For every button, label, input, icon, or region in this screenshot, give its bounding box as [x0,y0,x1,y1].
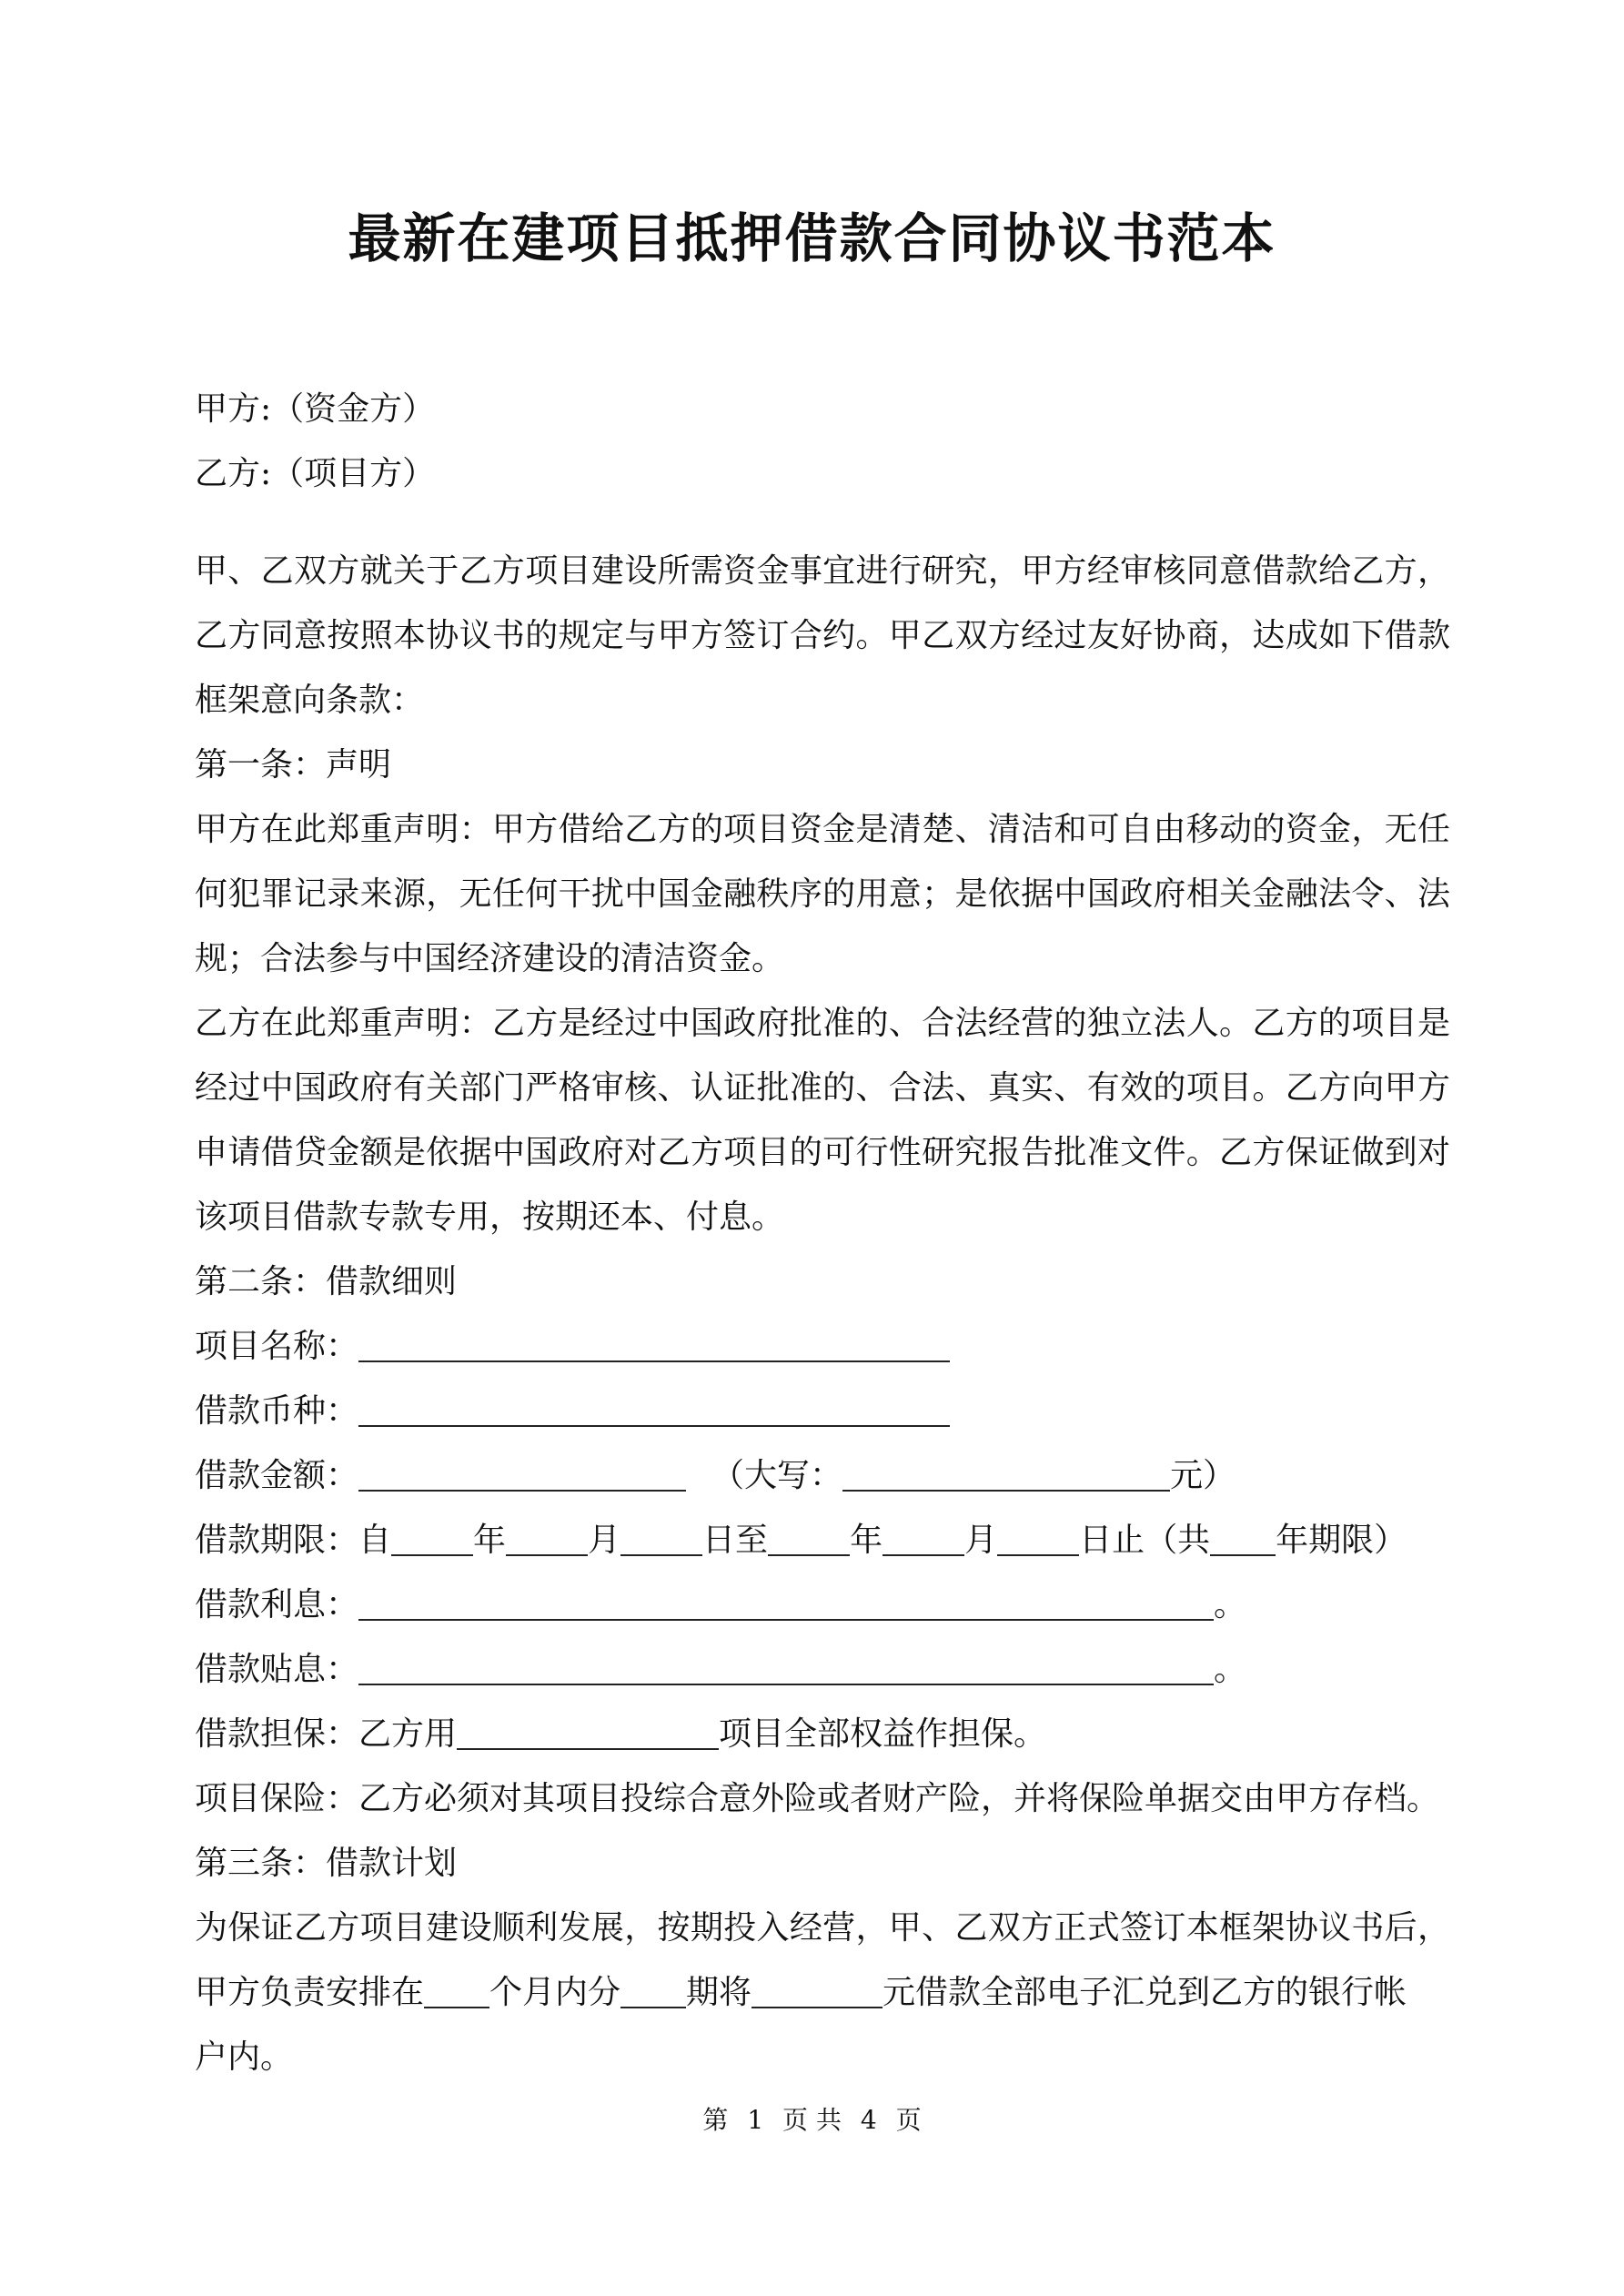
project-name-row [195,1314,1450,1379]
end-month-blank[interactable] [883,1518,964,1556]
amount-caps-blank[interactable] [842,1453,1170,1492]
article1-heading: 第一条：声明 [195,746,392,784]
amount-row [195,1443,1450,1508]
month-text-2: 月 [964,1522,998,1559]
article1-b-line-3: 申请借贷金额是依据中国政府对乙方项目的可行性研究报告批准文件。乙方保证做到对 [195,1134,1450,1171]
interest-row [195,1573,1450,1637]
party-a: 甲方:（资金方） [195,390,436,428]
currency-blank[interactable] [358,1389,950,1427]
plan-text-a: 甲方负责安排在 [195,1974,425,2011]
article2-heading: 第二条：借款细则 [195,1263,458,1300]
subsidy-label: 借款贴息： [195,1651,359,1688]
phases-blank[interactable] [620,1970,686,2008]
guarantee-blank[interactable] [457,1712,719,1750]
start-month-blank[interactable] [506,1518,588,1556]
amount-blank[interactable] [358,1453,686,1492]
year-text: 年 [473,1522,507,1559]
footer-suffix: 页 [895,2105,922,2135]
article1-b-line-2: 经过中国政府有关部门严格审核、认证批准的、合法、真实、有效的项目。乙方向甲方 [195,1069,1450,1107]
plan-text-b: 个月内分 [489,1974,621,2011]
article1-a-line-3: 规；合法参与中国经济建设的清洁资金。 [195,940,785,977]
day-to-text: 日至 [702,1522,769,1559]
project-name-label: 项目名称： [195,1328,359,1365]
end-year-blank[interactable] [768,1518,850,1556]
subsidy-blank[interactable] [358,1647,1214,1685]
interest-blank[interactable] [358,1583,1214,1621]
start-day-blank[interactable] [620,1518,702,1556]
intro-line-3: 框架意向条款： [195,682,425,719]
project-name-blank[interactable] [358,1324,950,1362]
footer-prefix: 第 [702,2105,729,2135]
article1-b-line-1: 乙方在此郑重声明：乙方是经过中国政府批准的、合法经营的独立法人。乙方的项目是 [195,1005,1450,1042]
total-years-blank[interactable] [1210,1518,1276,1556]
article1-a-line-2: 何犯罪记录来源，无任何干扰中国金融秩序的用意；是依据中国政府相关金融法令、法 [195,875,1450,913]
document-title: 最新在建项目抵押借款合同协议书范本 [348,207,1276,269]
end-day-blank[interactable] [997,1518,1079,1556]
subsidy-row [195,1637,1450,1702]
footer-mid: 页 共 [782,2105,842,2135]
currency-label: 借款币种： [195,1392,359,1430]
term-row [195,1508,1450,1573]
page-footer [0,2102,1624,2139]
interest-period: 。 [1214,1586,1247,1623]
interest-label: 借款利息： [195,1586,359,1623]
amount-caps-close: 元） [1170,1457,1236,1494]
footer-current-page: 1 [747,2105,764,2135]
insurance-row: 项目保险：乙方必须对其项目投综合意外险或者财产险，并将保险单据交由甲方存档。 [195,1780,1440,1817]
intro-line-1: 甲、乙双方就关于乙方项目建设所需资金事宜进行研究，甲方经审核同意借款给乙方， [195,552,1450,590]
document-body [195,377,1450,2089]
plan-text-c: 期将 [686,1974,752,2011]
year-text-2: 年 [850,1522,883,1559]
term-label: 借款期限：自 [195,1522,392,1559]
subsidy-period: 。 [1214,1651,1247,1688]
month-text: 月 [588,1522,621,1559]
article3-line-1: 为保证乙方项目建设顺利发展，按期投入经营，甲、乙双方正式签订本框架协议书后， [195,1909,1450,1947]
guarantee-label: 借款担保：乙方用 [195,1715,458,1753]
article3-line-3: 户内。 [195,2038,294,2076]
article1-a-line-1: 甲方在此郑重声明：甲方借给乙方的项目资金是清楚、清洁和可自由移动的资金，无任 [195,811,1450,848]
amount-label: 借款金额： [195,1457,359,1494]
currency-row [195,1379,1450,1443]
day-end-text: 日止（共 [1079,1522,1211,1559]
plan-text-d: 元借款全部电子汇兑到乙方的银行帐 [883,1974,1407,2011]
party-b: 乙方:（项目方） [195,455,436,492]
article3-line-2 [195,1960,1450,2025]
guarantee-tail: 项目全部权益作担保。 [719,1715,1047,1753]
intro-line-2: 乙方同意按照本协议书的规定与甲方签订合约。甲乙双方经过友好协商，达成如下借款 [195,617,1450,654]
start-year-blank[interactable] [391,1518,473,1556]
article1-b-line-4: 该项目借款专款专用，按期还本、付息。 [195,1199,785,1236]
term-close-text: 年期限） [1276,1522,1407,1559]
amount-caps-open: （大写： [711,1457,843,1494]
article3-heading: 第三条：借款计划 [195,1845,458,1882]
guarantee-row [195,1702,1450,1766]
footer-total-pages: 4 [860,2105,877,2135]
plan-amount-blank[interactable] [751,1970,883,2008]
months-blank[interactable] [424,1970,489,2008]
